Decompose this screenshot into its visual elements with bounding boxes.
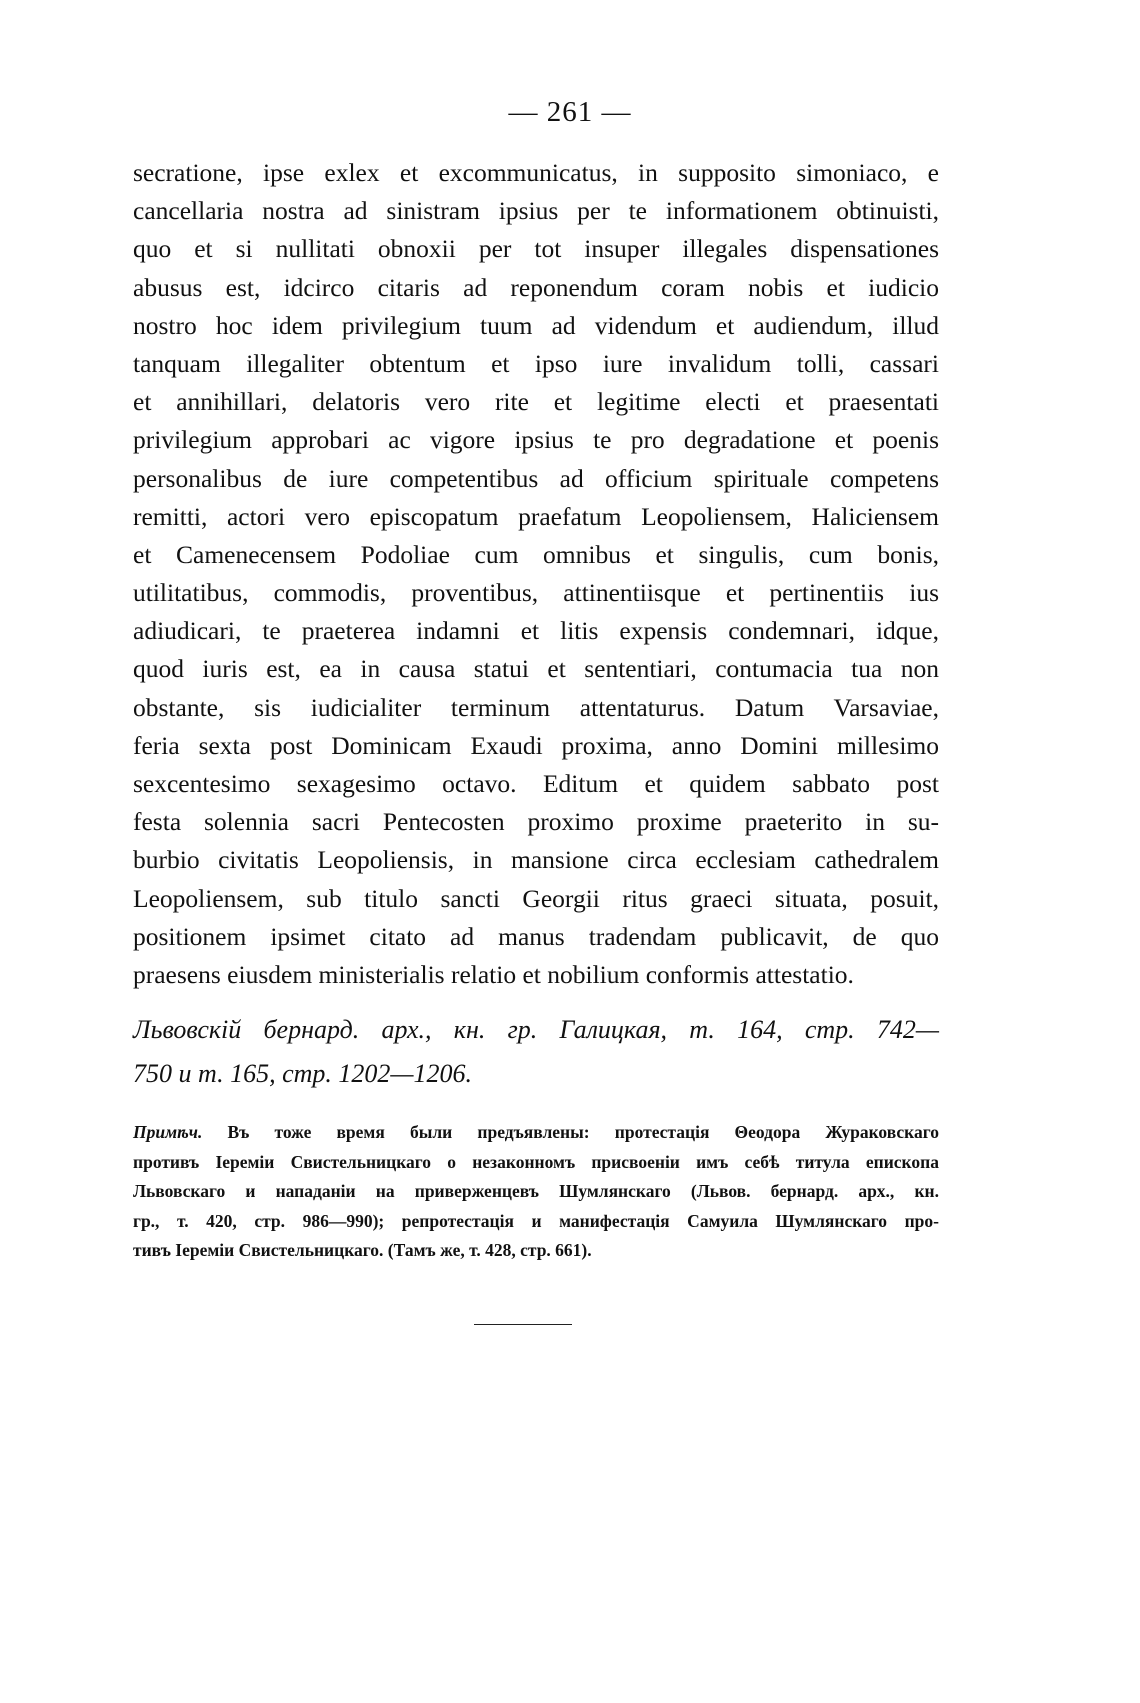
text-line: abusus est, idcirco citaris ad reponendum coram nobis et iudicio — [133, 272, 939, 302]
text-line: burbio civitatis Leopoliensis, in mansione circa ecclesiam cathedralem — [133, 845, 939, 875]
text-line: cancellaria nostra ad sinistram ipsius per te informationem obtinuisti, — [133, 196, 939, 226]
text-line: sexcentesimo sexagesimo octavo. Editum et quidem sabbato post — [133, 769, 939, 798]
text-line: feria sexta post Dominicam Exaudi proxima, anno Domini millesimo — [133, 730, 939, 760]
footnote — [133, 1118, 939, 1266]
main-text — [133, 154, 939, 994]
text-line: positionem ipsimet citato ad manus tradendam publicavit, de quo — [133, 921, 939, 951]
note-line: противъ Іереміи Свистельницкаго о незаконномъ присвоеніи имъ себѣ титула епископа — [133, 1151, 939, 1172]
note-label: Примѣч. — [133, 1122, 203, 1142]
text-line: personalibus de iure competentibus ad officium spirituale competens — [133, 463, 939, 493]
text-line: privilegium approbari ac vigore ipsius te pro degradatione et poenis — [133, 425, 939, 455]
text-line: et Camenecensem Podoliae cum omnibus et singulis, cum bonis, — [133, 539, 939, 569]
text-line: nostro hoc idem privilegium tuum ad videndum et audiendum, illud — [133, 310, 939, 340]
note-line: тивъ Іереміи Свистельницкаго. (Тамъ же, т. 428, стр. 661). — [133, 1240, 592, 1260]
text-line: secratione, ipse exlex et excommunicatus, in supposito simoniaco, e — [133, 158, 939, 187]
text-line: adiudicari, te praeterea indamni et litis expensis condemnari, idque, — [133, 616, 939, 646]
note-line: Львовскаго и нападаніи на приверженцевъ Шумлянскаго (Львов. бернард. арх., кн. — [133, 1181, 939, 1201]
citation-line: Львовскій бернард. арх., кн. гр. Галицкая, т. 164, стр. 742— — [133, 1015, 939, 1044]
text-line: festa solennia sacri Pentecosten proximo proxime praeterito in su- — [133, 807, 939, 837]
text-line: tanquam illegaliter obtentum et ipso iure invalidum tolli, cassari — [133, 348, 939, 378]
note-text: Въ тоже время были предъявлены: протестація Θеодора Жураковскаго — [227, 1122, 939, 1142]
note-line — [133, 1118, 939, 1148]
text-line: et annihillari, delatoris vero rite et legitime electi et praesentati — [133, 387, 939, 417]
archive-citation — [133, 1008, 939, 1096]
text-line: quo et si nullitati obnoxii per tot insuper illegales dispensationes — [133, 234, 939, 264]
text-line: remitti, actori vero episcopatum praefatum Leopoliensem, Haliciensem — [133, 501, 939, 531]
text-line: quod iuris est, ea in causa statui et sententiari, contumacia tua non — [133, 654, 939, 684]
text-line: utilitatibus, commodis, proventibus, attinentiisque et pertinentiis ius — [133, 578, 939, 608]
text-line: praesens eiusdem ministerialis relatio et nobilium conformis attestatio. — [133, 959, 854, 989]
page-number: — 261 — — [508, 96, 632, 128]
citation-line: 750 и т. 165, стр. 1202—1206. — [133, 1059, 473, 1088]
text-line: obstante, sis iudicialiter terminum attentaturus. Datum Varsaviae, — [133, 692, 939, 722]
text-line: Leopoliensem, sub titulo sancti Georgii ritus graeci situata, posuit, — [133, 883, 939, 913]
section-divider — [474, 1324, 572, 1325]
note-line: гр., т. 420, стр. 986—990); репротестація и манифестація Самуила Шумлянскаго про- — [133, 1210, 939, 1231]
